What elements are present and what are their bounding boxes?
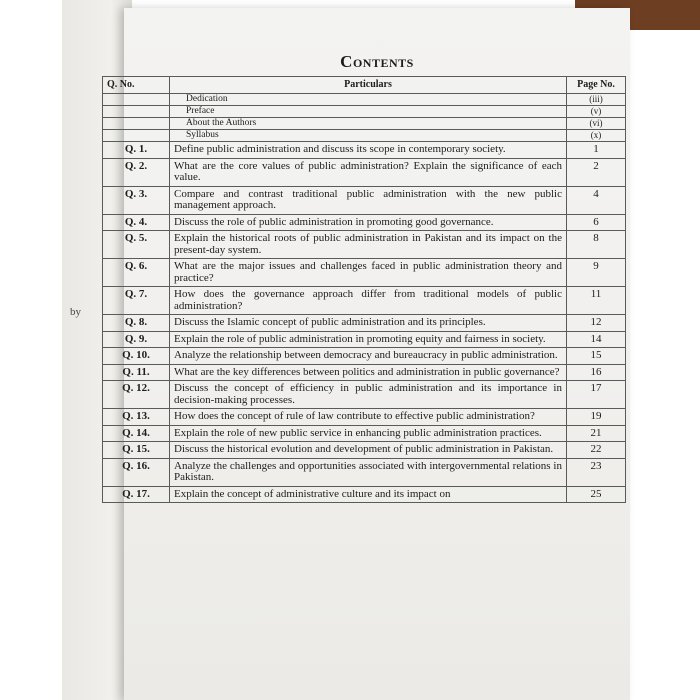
question-text: Discuss the concept of efficiency in public administration and its importance in decision-making processes.	[170, 381, 567, 409]
question-page: 11	[567, 287, 626, 315]
question-page: 12	[567, 315, 626, 332]
front-matter-row	[103, 106, 626, 118]
front-matter-row	[103, 130, 626, 142]
front-matter-q-cell	[103, 130, 170, 142]
question-page: 14	[567, 331, 626, 348]
question-text: Analyze the challenges and opportunities associated with intergovernmental relations in Pakistan.	[170, 458, 567, 486]
contents-table	[102, 76, 626, 503]
front-matter-q-cell	[103, 94, 170, 106]
question-number: Q. 7.	[103, 287, 170, 315]
question-number: Q. 17.	[103, 486, 170, 503]
question-page: 8	[567, 231, 626, 259]
question-page: 15	[567, 348, 626, 365]
header-q-no: Q. No.	[103, 77, 170, 94]
front-matter-label: Dedication	[170, 94, 567, 106]
question-row	[103, 425, 626, 442]
question-page: 4	[567, 186, 626, 214]
question-row	[103, 214, 626, 231]
header-particulars: Particulars	[170, 77, 567, 94]
question-page: 17	[567, 381, 626, 409]
question-text: Discuss the role of public administration in promoting good governance.	[170, 214, 567, 231]
question-text: Explain the historical roots of public administration in Pakistan and its impact on the present-day system.	[170, 231, 567, 259]
front-matter-page: (iii)	[567, 94, 626, 106]
question-page: 22	[567, 442, 626, 459]
front-matter-row	[103, 118, 626, 130]
question-row	[103, 315, 626, 332]
question-row	[103, 158, 626, 186]
question-text: Discuss the historical evolution and development of public administration in Pakistan.	[170, 442, 567, 459]
question-text: What are the core values of public administration? Explain the significance of each value.	[170, 158, 567, 186]
question-number: Q. 15.	[103, 442, 170, 459]
question-text: Define public administration and discuss its scope in contemporary society.	[170, 142, 567, 159]
question-row	[103, 259, 626, 287]
question-page: 2	[567, 158, 626, 186]
question-page: 23	[567, 458, 626, 486]
question-number: Q. 2.	[103, 158, 170, 186]
question-page: 16	[567, 364, 626, 381]
front-matter-label: Preface	[170, 106, 567, 118]
question-row	[103, 287, 626, 315]
question-row	[103, 331, 626, 348]
question-text: How does the governance approach differ from traditional models of public administration?	[170, 287, 567, 315]
question-row	[103, 486, 626, 503]
question-number: Q. 4.	[103, 214, 170, 231]
question-text: Explain the concept of administrative culture and its impact on	[170, 486, 567, 503]
question-text: Analyze the relationship between democracy and bureaucracy in public administration.	[170, 348, 567, 365]
header-page-no: Page No.	[567, 77, 626, 94]
front-matter-label: About the Authors	[170, 118, 567, 130]
front-matter-q-cell	[103, 118, 170, 130]
front-matter-page: (v)	[567, 106, 626, 118]
question-row	[103, 364, 626, 381]
question-page: 9	[567, 259, 626, 287]
question-row	[103, 231, 626, 259]
question-page: 21	[567, 425, 626, 442]
question-number: Q. 8.	[103, 315, 170, 332]
question-number: Q. 14.	[103, 425, 170, 442]
question-page: 1	[567, 142, 626, 159]
question-number: Q. 6.	[103, 259, 170, 287]
front-matter-page: (x)	[567, 130, 626, 142]
front-matter-label: Syllabus	[170, 130, 567, 142]
question-row	[103, 348, 626, 365]
question-text: Compare and contrast traditional public administration with the new public management approach.	[170, 186, 567, 214]
front-matter-q-cell	[103, 106, 170, 118]
question-number: Q. 1.	[103, 142, 170, 159]
question-number: Q. 11.	[103, 364, 170, 381]
question-row	[103, 458, 626, 486]
question-text: How does the concept of rule of law contribute to effective public administration?	[170, 409, 567, 426]
page-title: Contents	[340, 52, 414, 71]
question-page: 6	[567, 214, 626, 231]
question-number: Q. 9.	[103, 331, 170, 348]
question-number: Q. 13.	[103, 409, 170, 426]
contents-body	[103, 94, 626, 503]
question-number: Q. 12.	[103, 381, 170, 409]
front-matter-page: (vi)	[567, 118, 626, 130]
question-row	[103, 442, 626, 459]
question-row	[103, 409, 626, 426]
question-page: 19	[567, 409, 626, 426]
question-text: What are the key differences between politics and administration in public governance?	[170, 364, 567, 381]
facing-page-text: by	[70, 306, 81, 318]
question-row	[103, 381, 626, 409]
question-number: Q. 3.	[103, 186, 170, 214]
question-number: Q. 16.	[103, 458, 170, 486]
question-text: Explain the role of new public service in enhancing public administration practices.	[170, 425, 567, 442]
question-number: Q. 10.	[103, 348, 170, 365]
question-row	[103, 142, 626, 159]
front-matter-row	[103, 94, 626, 106]
question-text: Explain the role of public administration in promoting equity and fairness in society.	[170, 331, 567, 348]
question-text: What are the major issues and challenges faced in public administration theory and practice?	[170, 259, 567, 287]
question-text: Discuss the Islamic concept of public administration and its principles.	[170, 315, 567, 332]
question-page: 25	[567, 486, 626, 503]
question-number: Q. 5.	[103, 231, 170, 259]
table-header-row	[103, 77, 626, 94]
question-row	[103, 186, 626, 214]
